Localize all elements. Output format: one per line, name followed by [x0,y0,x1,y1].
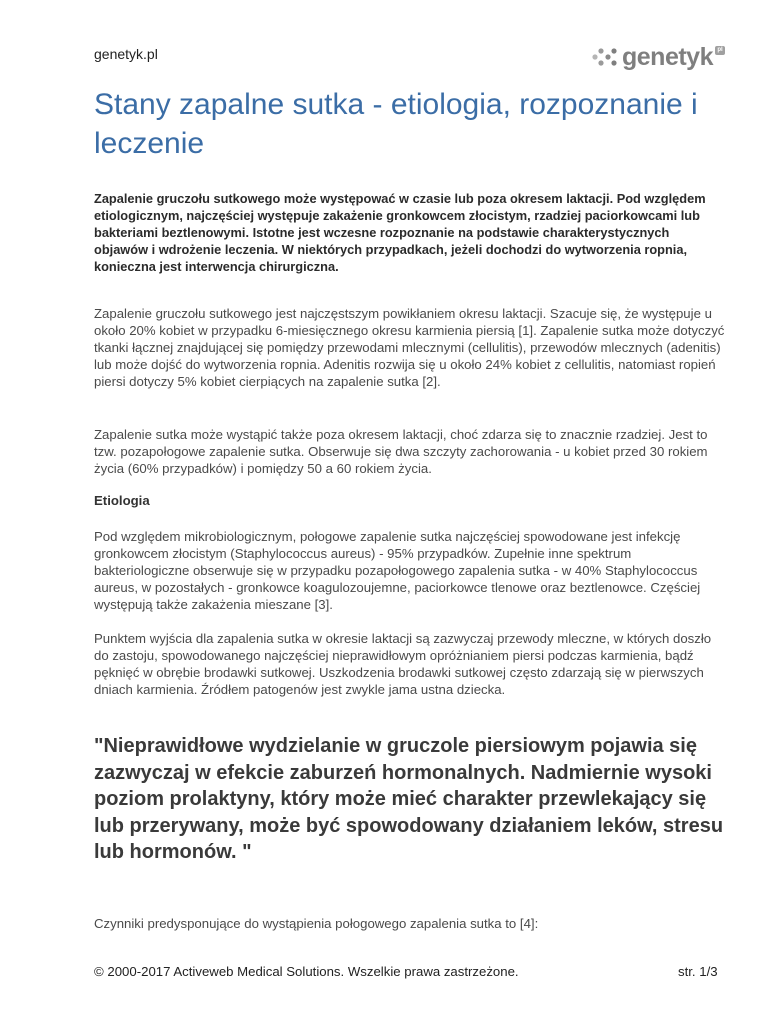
article-lead: Zapalenie gruczołu sutkowego może występować w czasie lub poza okresem laktacji. Pod względem etiologicznym, najczęściej występuje zakażenie gronkowcem złocistym, rzadziej paciorkowcami lub bakteriami beztlenowymi. Istotne jest wczesne rozpoznanie na podstawie charakterystycznych objawów i wdrożenie leczenia. W niektórych przypadkach, jeżeli dochodzi do wytworzenia ropnia, konieczna jest interwencja chirurgiczna. [94,191,706,274]
article-title: Stany zapalne sutka - etiologia, rozpoznanie i leczenie [94,88,698,160]
section-heading-etiology: Etiologia [94,493,150,508]
etiology-paragraph-1: Pod względem mikrobiologicznym, połogowe zapalenie sutka najczęściej spowodowane jest infekcję gronkowcem złocistym (Staphylococcus aureus) - 95% przypadków. Zupełnie inne spektrum bakteriologiczne obserwuje się w przypadku pozapołogowego zapalenia sutka - w 40% Staphylococcus aureus, w pozostałych - gronkowce koagulozoujemne, paciorkowce tlenowe oraz beztlenowce. Częściej występują także zakażenia mieszane [3]. [94,529,701,612]
logo-badge: pl [715,46,725,55]
factors-intro: Czynniki predysponujące do wystąpienia połogowego zapalenia sutka to [4]: [94,916,539,931]
footer-copyright: © 2000-2017 Activeweb Medical Solutions. Wszelkie prawa zastrzeżone. [94,964,519,979]
etiology-paragraph-2: Punktem wyjścia dla zapalenia sutka w okresie laktacji są zazwyczaj przewody mleczne, w których doszło do zastoju, spowodowanego najczęściej nieprawidłowym opróżnianiem piersi podczas karmienia, bądź pęknięć w obrębie brodawki sutkowej. Uszkodzenia brodawki sutkowej często zdarzają się w pierwszych dniach karmienia. Źródłem patogenów jest zwykle jama ustna dziecka. [94,631,712,697]
footer-page-number: str. 1/3 [678,964,718,979]
pull-quote: "Nieprawidłowe wydzielanie w gruczole piersiowym pojawia się zazwyczaj w efekcie zaburzeń hormonalnych. Nadmiernie wysoki poziom prolaktyny, który może mieć charakter przewlekający się lub przerywany, może być spowodowany działaniem leków, stresu lub hormonów. " [94,735,724,863]
logo-text: genetyk [622,42,713,71]
intro-paragraph-1: Zapalenie gruczołu sutkowego jest najczęstszym powikłaniem okresu laktacji. Szacuje się, że występuje u około 20% kobiet w przypadku 6-miesięcznego okresu karmienia piersią [1]. Zapalenie sutka może dotyczyć tkanki łącznej znajdującej się pomiędzy przewodami mlecznymi (cellulitis), przewodów mlecznych (adenitis) lub może dojść do wytworzenia ropnia. Adenitis rozwija się u około 24% kobiet z cellulitis, natomiast ropień piersi dotyczy 5% kobiet cierpiących na zapalenie sutka [2]. [94,306,725,389]
intro-paragraph-2: Zapalenie sutka może wystąpić także poza okresem laktacji, choć zdarza się to znacznie rzadziej. Jest to tzw. pozapołogowe zapalenie sutka. Obserwuje się dwa szczyty zachorowania - u kobiet przed 30 rokiem życia (60% przypadków) i pomiędzy 50 a 60 rokiem życia. [94,427,708,476]
genetyk-logo[interactable] [592,42,725,72]
logo-dots-icon [592,46,618,68]
site-name: genetyk.pl [94,46,158,62]
